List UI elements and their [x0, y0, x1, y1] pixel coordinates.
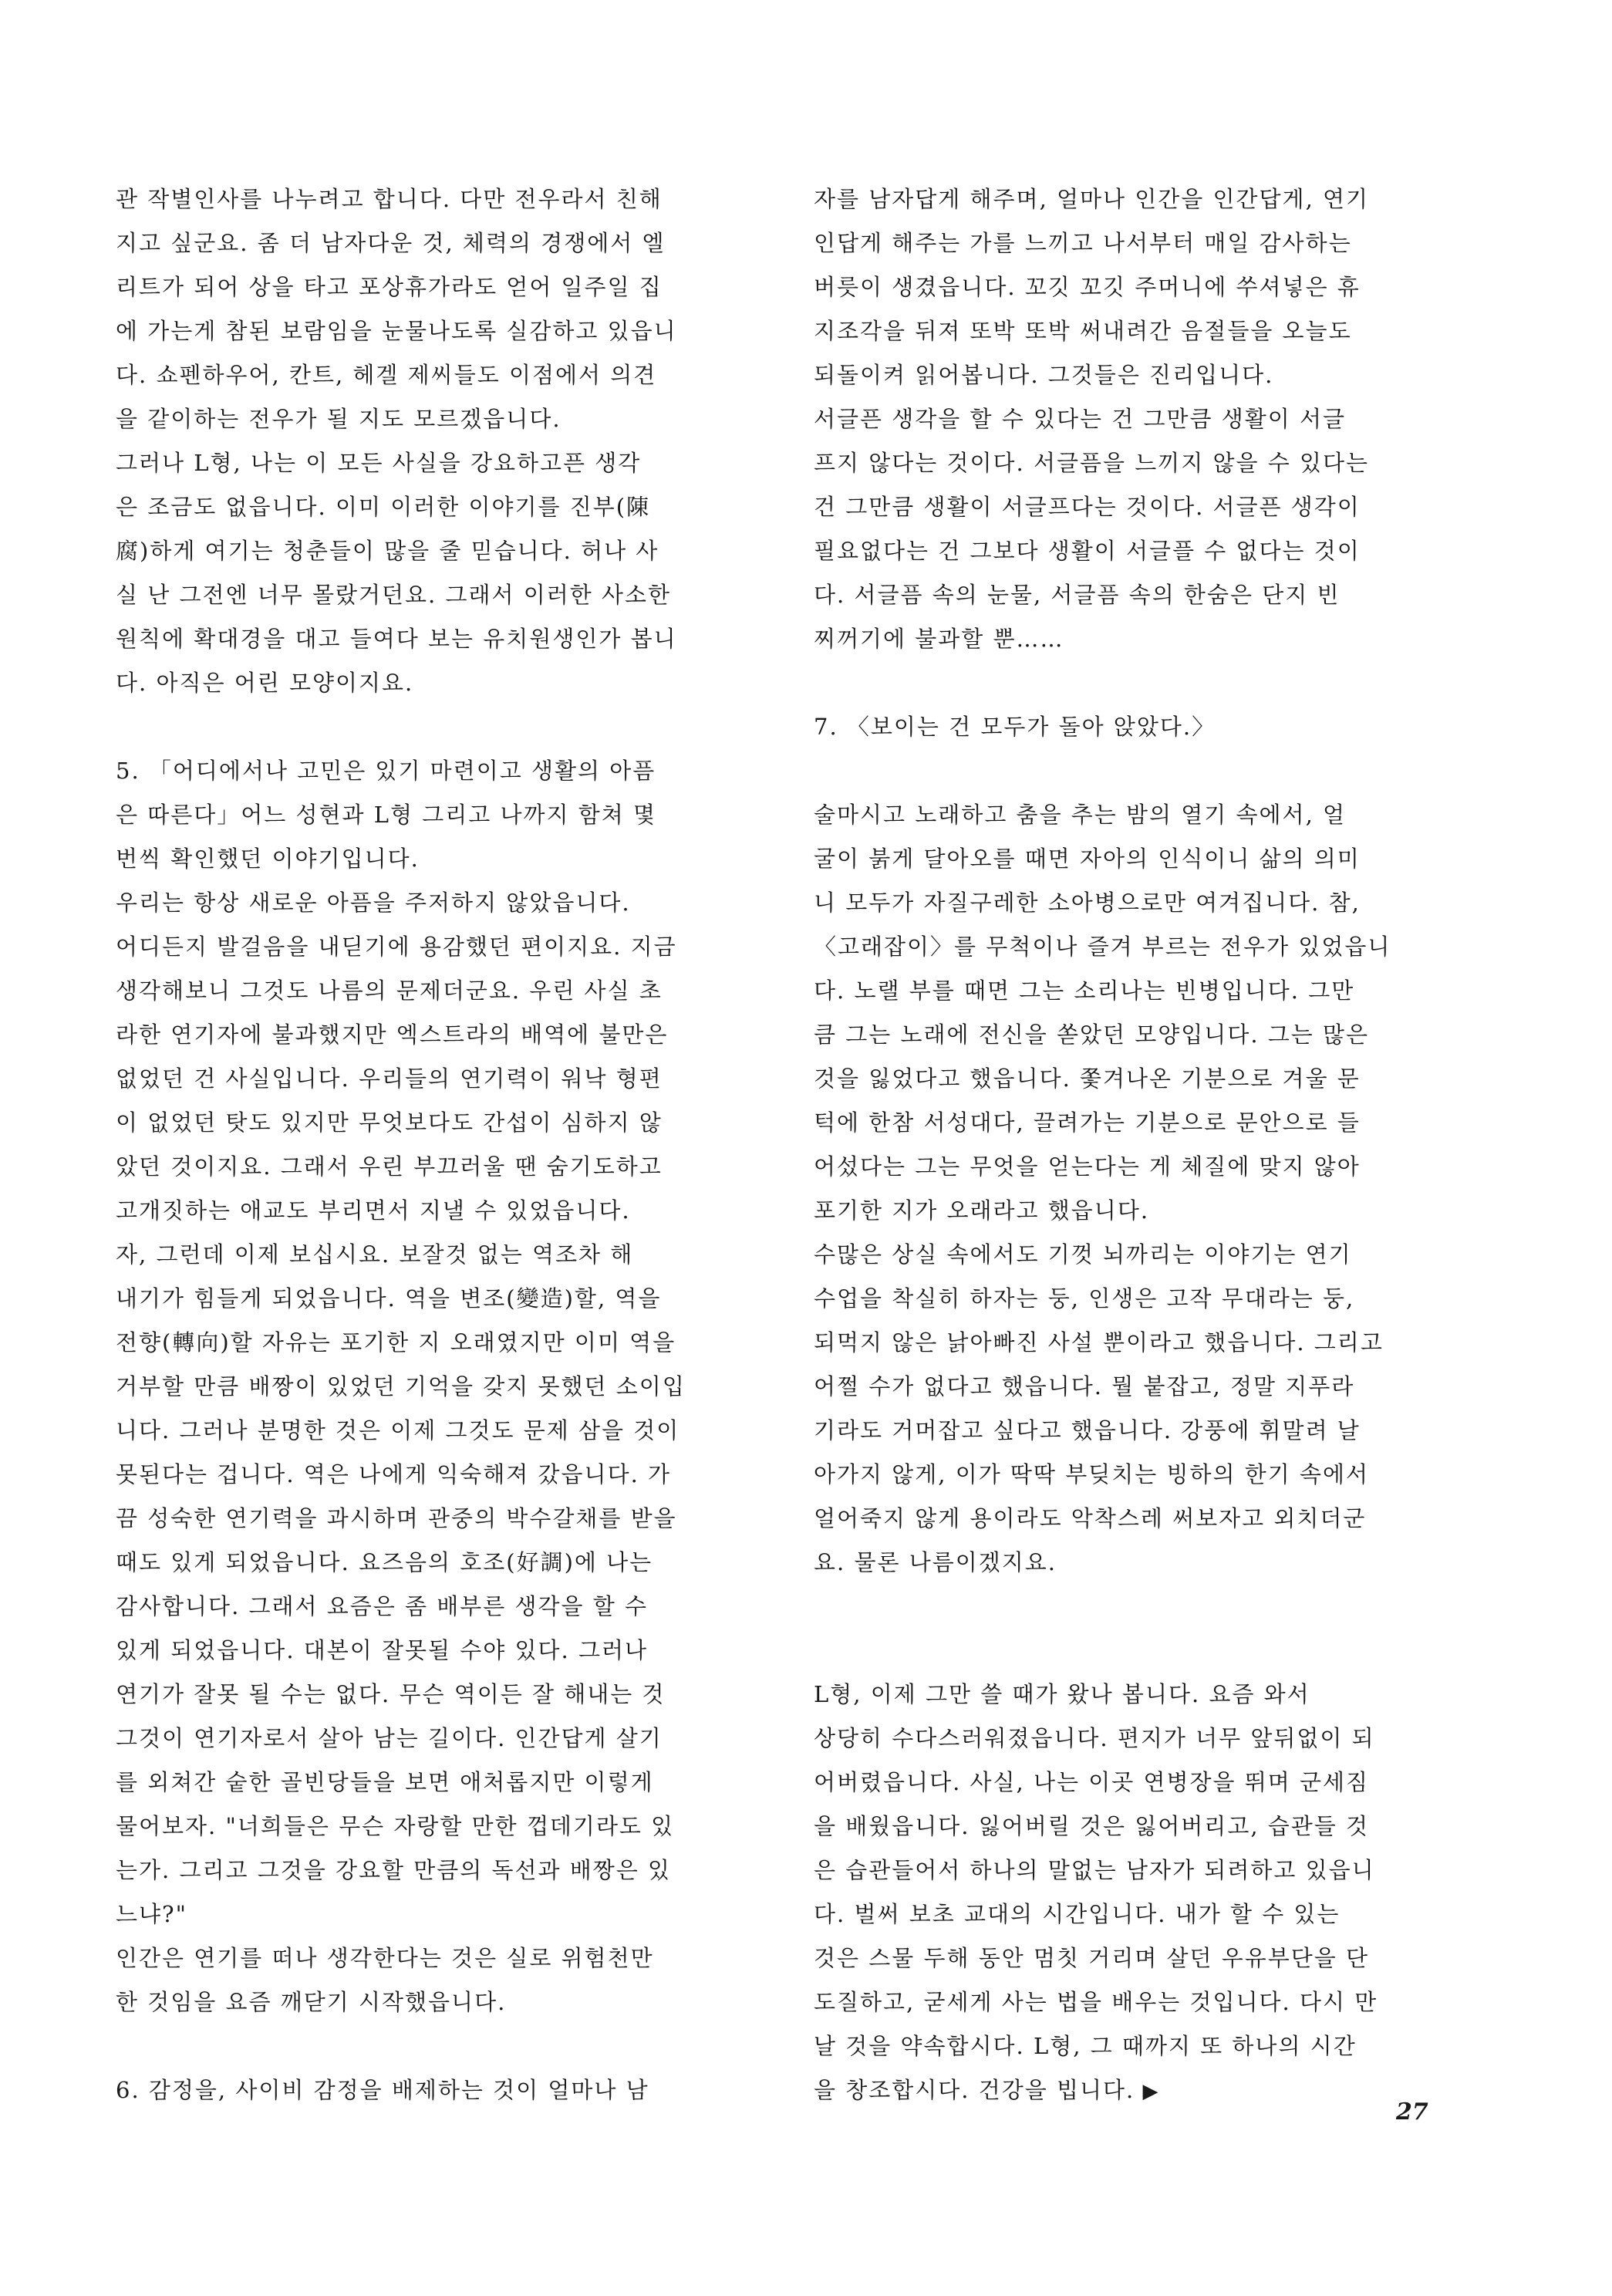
left-column-line: 있게 되었읍니다. 대본이 잘못될 수야 있다. 그러나 [116, 1637, 649, 1663]
left-column-line: 실 난 그전엔 너무 몰랐거던요. 그래서 이러한 사소한 [116, 582, 672, 608]
right-column-line: 프지 않다는 것이다. 서글픔을 느끼지 않을 수 있다는 [814, 450, 1370, 476]
right-column-line: 얼어죽지 않게 용이라도 악착스레 써보자고 외치더군 [814, 1505, 1367, 1531]
right-column-line: 자를 남자답게 해주며, 얼마나 인간을 인간답게, 연기 [814, 186, 1370, 212]
left-column-line: 인간은 연기를 떠나 생각한다는 것은 실로 위험천만 [116, 1945, 654, 1971]
left-column-line: 관 작별인사를 나누려고 합니다. 다만 전우라서 친해 [116, 186, 663, 212]
right-column-line: 다. 벌써 보초 교대의 시간입니다. 내가 할 수 있는 [814, 1901, 1341, 1927]
left-text-column [116, 177, 794, 2112]
right-column-line: 다. 노랠 부를 때면 그는 소리나는 빈병입니다. 그만 [814, 977, 1355, 1004]
right-column-line: 아가지 않게, 이가 딱딱 부딪치는 빙하의 한기 속에서 [814, 1461, 1370, 1487]
right-column-line: 도질하고, 굳세게 사는 법을 배우는 것입니다. 다시 만 [814, 1989, 1378, 2015]
right-column-line: 을 창조합시다. 건강을 빕니다. ▶ [814, 2077, 1160, 2103]
left-column-line: 때도 있게 되었읍니다. 요즈음의 호조(好調)에 나는 [116, 1549, 653, 1575]
right-column-line: 어섰다는 그는 무엇을 얻는다는 게 체질에 맞지 않아 [814, 1153, 1361, 1180]
right-column-line: 것은 스물 두해 동안 멈칫 거리며 살던 우유부단을 단 [814, 1945, 1370, 1971]
left-column-line: 다. 아직은 어린 모양이지요. [116, 670, 414, 696]
left-column-line: 없었던 건 사실입니다. 우리들의 연기력이 워낙 형편 [116, 1065, 663, 1092]
left-column-line: 못된다는 겁니다. 역은 나에게 익숙해져 갔읍니다. 가 [116, 1461, 672, 1487]
left-column-line: 한 것임을 요즘 깨닫기 시작했읍니다. [116, 1989, 507, 2015]
right-column-line: 요. 물론 나름이겠지요. [814, 1549, 1057, 1575]
paragraph-gap [116, 705, 794, 749]
right-column-line: 어버렸읍니다. 사실, 나는 이곳 연병장을 뛰며 군세짐 [814, 1769, 1370, 1795]
right-column-line: 수많은 상실 속에서도 기껏 뇌까리는 이야기는 연기 [814, 1241, 1352, 1268]
left-column-line: 감사합니다. 그래서 요즘은 좀 배부른 생각을 할 수 [116, 1593, 649, 1619]
left-column-line: 腐)하게 여기는 청춘들이 많을 줄 믿습니다. 허나 사 [116, 538, 659, 564]
left-column-line: 원칙에 확대경을 대고 들여다 보는 유치원생인가 봅니 [116, 626, 677, 652]
right-column-line: 〈고래잡이〉를 무척이나 즐겨 부르는 전우가 있었읍니 [814, 934, 1391, 960]
page-number: 27 [1396, 2098, 1428, 2125]
left-column-line: 리트가 되어 상을 타고 포상휴가라도 얻어 일주일 집 [116, 274, 663, 300]
left-column-line: 고개짓하는 애교도 부리면서 지낼 수 있었읍니다. [116, 1197, 631, 1224]
right-column-line: 포기한 지가 오래라고 했읍니다. [814, 1197, 1150, 1224]
left-column-line: 다. 쇼펜하우어, 칸트, 헤겔 제씨들도 이점에서 의견 [116, 362, 657, 388]
paragraph-gap [116, 2024, 794, 2068]
left-column-line: 거부할 만큼 배짱이 있었던 기억을 갖지 못했던 소이입 [116, 1373, 686, 1400]
right-column-line: 수업을 착실히 하자는 둥, 인생은 고작 무대라는 둥, [814, 1285, 1355, 1312]
left-column-line: 번씩 확인했던 이야기입니다. [116, 846, 420, 872]
left-column-line: 자, 그런데 이제 보십시요. 보잘것 없는 역조차 해 [116, 1241, 634, 1268]
left-column-line: 이 없었던 탓도 있지만 무엇보다도 간섭이 심하지 않 [116, 1109, 663, 1136]
left-column-line: 는가. 그리고 그것을 강요할 만큼의 독선과 배짱은 있 [116, 1857, 672, 1883]
right-column-line: 찌꺼기에 불과할 뿐…… [814, 626, 1064, 652]
left-column-line: 그것이 연기자로서 살아 남는 길이다. 인간답게 살기 [116, 1725, 663, 1751]
right-column-line: 을 배웠읍니다. 잃어버릴 것은 잃어버리고, 습관들 것 [814, 1813, 1370, 1839]
left-column-line: 연기가 잘못 될 수는 없다. 무슨 역이든 잘 해내는 것 [116, 1681, 666, 1707]
left-column-line: 를 외쳐간 숱한 골빈당들을 보면 애처롭지만 이렇게 [116, 1769, 654, 1795]
left-column-line: 물어보자. "너희들은 무슨 자랑할 만한 껍데기라도 있 [116, 1813, 675, 1839]
left-column-line: 았던 것이지요. 그래서 우린 부끄러울 땐 숨기도하고 [116, 1153, 663, 1180]
left-column-line: 전향(轉向)할 자유는 포기한 지 오래였지만 이미 역을 [116, 1329, 676, 1356]
left-column-line: 6. 감정을, 사이비 감정을 배제하는 것이 얼마나 남 [116, 2077, 649, 2103]
right-column-line: 상당히 수다스러워졌읍니다. 편지가 너무 앞뒤없이 되 [814, 1725, 1375, 1751]
right-column-line: 되먹지 않은 낡아빠진 사설 뿐이라고 했읍니다. 그리고 [814, 1329, 1384, 1356]
right-column-line: 날 것을 약속합시다. L형, 그 때까지 또 하나의 시간 [814, 2033, 1357, 2059]
right-text-column [814, 177, 1492, 2112]
left-column-line: 은 조금도 없읍니다. 이미 이러한 이야기를 진부(陳 [116, 494, 651, 520]
paragraph-gap [814, 749, 1492, 793]
right-column-line: 건 그만큼 생활이 서글프다는 것이다. 서글픈 생각이 [814, 494, 1361, 520]
right-column-line: 니 모두가 자질구레한 소아병으로만 여겨집니다. 참, [814, 890, 1361, 916]
left-column-line: 5. 「어디에서나 고민은 있기 마련이고 생활의 아픔 [116, 758, 656, 784]
right-column-line: 어쩔 수가 없다고 했읍니다. 뭘 붙잡고, 정말 지푸라 [814, 1373, 1355, 1400]
left-column-line: 그러나 L형, 나는 이 모든 사실을 강요하고픈 생각 [116, 450, 642, 476]
right-column-line: 턱에 한참 서성대다, 끌려가는 기분으로 문안으로 들 [814, 1109, 1361, 1136]
right-column-line: 것을 잃었다고 했읍니다. 쫓겨나온 기분으로 겨울 문 [814, 1065, 1361, 1092]
left-column-line: 끔 성숙한 연기력을 과시하며 관중의 박수갈채를 받을 [116, 1505, 677, 1531]
left-column-line: 어디든지 발걸음을 내딛기에 용감했던 편이지요. 지금 [116, 934, 677, 960]
right-column-line: 서글픈 생각을 할 수 있다는 건 그만큼 생활이 서글 [814, 406, 1347, 432]
right-column-line: 버릇이 생겼읍니다. 꼬깃 꼬깃 주머니에 쑤셔넣은 휴 [814, 274, 1361, 300]
right-column-line: 기라도 거머잡고 싶다고 했읍니다. 강풍에 휘말려 날 [814, 1417, 1361, 1443]
left-column-line: 생각해보니 그것도 나름의 문제더군요. 우린 사실 초 [116, 977, 663, 1004]
end-mark-icon: ▶ [1135, 2080, 1160, 2103]
left-column-line: 을 같이하는 전우가 될 지도 모르겠읍니다. [116, 406, 562, 432]
left-column-line: 에 가는게 참된 보람임을 눈물나도록 실감하고 있읍니 [116, 318, 677, 344]
left-column-line: 지고 싶군요. 좀 더 남자다운 것, 체력의 경쟁에서 엘 [116, 230, 666, 256]
right-column-line: 술마시고 노래하고 춤을 추는 밤의 열기 속에서, 얼 [814, 802, 1347, 828]
right-column-line: 은 습관들어서 하나의 말없는 남자가 되려하고 있읍니 [814, 1857, 1375, 1883]
paragraph-gap [814, 1629, 1492, 1673]
left-column-line: 은 따른다」어느 성현과 L형 그리고 나까지 함쳐 몇 [116, 802, 657, 828]
left-column-line: 내기가 힘들게 되었읍니다. 역을 변조(變造)할, 역을 [116, 1285, 662, 1312]
paragraph-gap [814, 661, 1492, 705]
left-column-line: 느냐?" [116, 1901, 187, 1927]
right-column-line: 다. 서글픔 속의 눈물, 서글픔 속의 한숨은 단지 빈 [814, 582, 1341, 608]
right-column-line: 큼 그는 노래에 전신을 쏟았던 모양입니다. 그는 많은 [814, 1021, 1370, 1048]
left-column-line: 라한 연기자에 불과했지만 엑스트라의 배역에 불만은 [116, 1021, 669, 1048]
right-column-line: 굴이 붉게 달아오를 때면 자아의 인식이니 삶의 의미 [814, 846, 1361, 872]
right-column-line: 필요없다는 건 그보다 생활이 서글플 수 없다는 것이 [814, 538, 1361, 564]
paragraph-gap [814, 1585, 1492, 1629]
left-column-line: 니다. 그러나 분명한 것은 이제 그것도 문제 삼을 것이 [116, 1417, 680, 1443]
right-column-line: 지조각을 뒤져 또박 또박 써내려간 음절들을 오늘도 [814, 318, 1352, 344]
right-column-line: 인답게 해주는 가를 느끼고 나서부터 매일 감사하는 [814, 230, 1352, 256]
left-column-line: 우리는 항상 새로운 아픔을 주저하지 않았읍니다. [116, 890, 631, 916]
right-column-line: L형, 이제 그만 쓸 때가 왔나 봅니다. 요즘 와서 [814, 1681, 1310, 1707]
right-column-line: 7. 〈보이는 건 모두가 돌아 앉았다.〉 [814, 714, 1216, 740]
right-column-line: 되돌이켜 읽어봅니다. 그것들은 진리입니다. [814, 362, 1274, 388]
